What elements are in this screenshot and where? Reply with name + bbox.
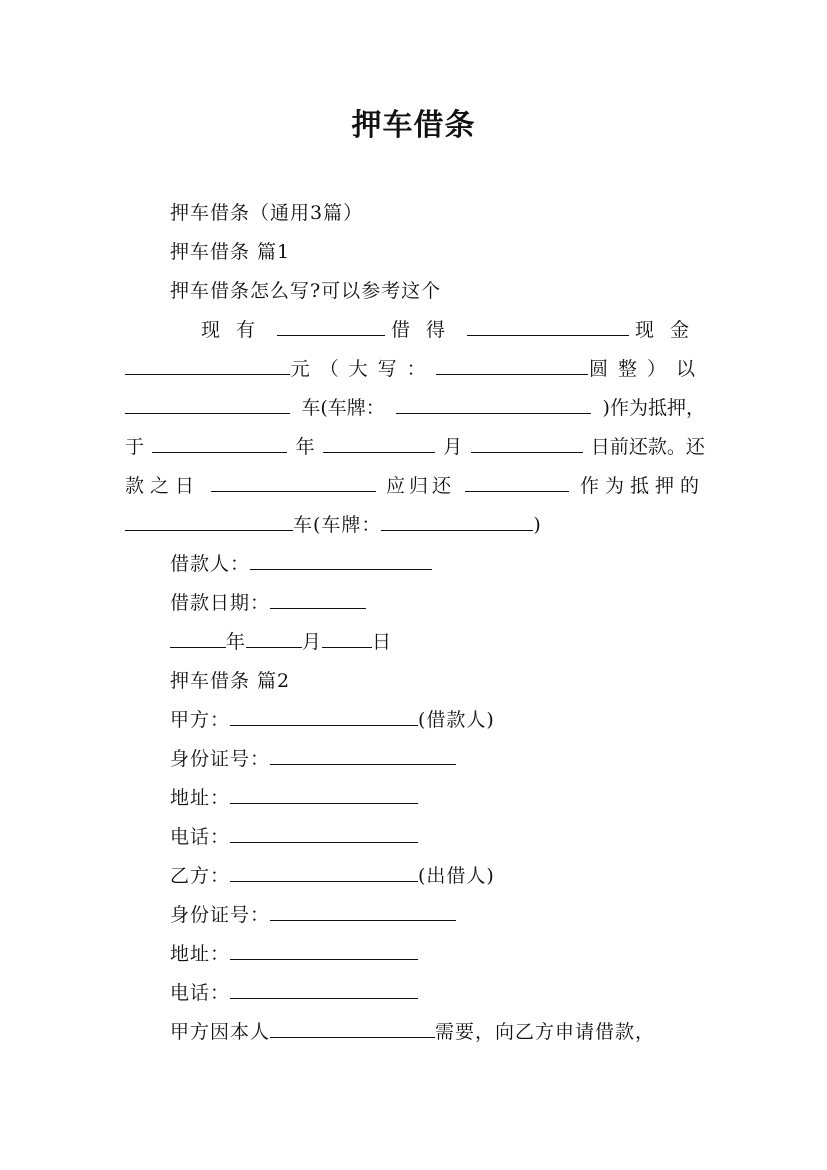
- blank-plate-2: [381, 512, 533, 531]
- text-yingguihuan: 应归还: [385, 475, 455, 497]
- text-xianjin: 现金: [634, 319, 705, 341]
- party-b-address-line: [170, 939, 418, 966]
- blank-month: [323, 434, 435, 453]
- loan-date-label: 借款日期：: [170, 592, 271, 614]
- reason-text-b: 需要，向乙方申请借款，: [435, 1021, 656, 1043]
- text-riqian: 日前还款。还: [590, 436, 705, 458]
- party-b-id-line: [170, 900, 456, 927]
- blank-party-a-address: [230, 785, 418, 804]
- party-a-role: (借款人): [418, 709, 495, 731]
- document-subtitle: 押车借条（通用3篇）: [170, 202, 364, 224]
- paragraph-line-1: [125, 315, 705, 342]
- blank-party-a-id: [270, 746, 456, 765]
- text-close-paren: ): [533, 514, 542, 536]
- ymd-line: [170, 627, 392, 654]
- party-a-address-line: [170, 783, 418, 810]
- paragraph-line-6: [125, 510, 542, 537]
- blank-ymd-year: [170, 629, 226, 648]
- party-a-phone-label: 电话：: [170, 826, 231, 848]
- text-che-chepai-2: 车(车牌：: [293, 514, 382, 536]
- intro-line: 押车借条怎么写?可以参考这个: [170, 280, 442, 302]
- paragraph-line-4: [125, 432, 705, 459]
- paragraph-line-5: [125, 471, 705, 498]
- ymd-nian: 年: [226, 631, 247, 653]
- text-nian: 年: [295, 436, 315, 458]
- blank-owner: [277, 317, 385, 336]
- blank-vehicle-2: [125, 512, 293, 531]
- blank-loan-date: [270, 590, 366, 609]
- blank-party-a: [230, 707, 418, 726]
- ymd-yue: 月: [302, 631, 323, 653]
- blank-year: [152, 434, 287, 453]
- blank-amount: [125, 356, 290, 375]
- party-a-id-label: 身份证号：: [170, 748, 271, 770]
- text-yue: 月: [443, 436, 463, 458]
- party-b-label: 乙方：: [170, 865, 231, 887]
- text-jiede: 借得: [390, 319, 461, 341]
- blank-party-b: [230, 863, 418, 882]
- reason-line: [170, 1017, 655, 1044]
- blank-reason: [270, 1019, 435, 1038]
- party-a-line: [170, 705, 495, 732]
- blank-party-b-id: [270, 902, 456, 921]
- party-b-role: (出借人): [418, 865, 495, 887]
- borrower-line: [170, 549, 432, 576]
- section-heading-1: 押车借条 篇1: [170, 241, 291, 263]
- text-yuan-daxie: 元（大写：: [290, 358, 436, 380]
- reason-text-a: 甲方因本人: [170, 1021, 271, 1043]
- text-kuanzhiri: 款之日: [125, 475, 201, 497]
- party-a-label: 甲方：: [170, 709, 231, 731]
- text-zuowei-diya: )作为抵押，: [602, 397, 705, 419]
- party-b-line: [170, 861, 495, 888]
- blank-party-b-address: [230, 941, 418, 960]
- party-b-phone-line: [170, 978, 418, 1005]
- party-b-id-label: 身份证号：: [170, 904, 271, 926]
- party-a-address-label: 地址：: [170, 787, 231, 809]
- text-yu: 于: [125, 436, 145, 458]
- blank-party-a-phone: [230, 824, 418, 843]
- blank-amount-capital: [436, 356, 588, 375]
- blank-return-item: [465, 473, 569, 492]
- document-title: 押车借条: [351, 108, 476, 143]
- text-yuanzheng: 圆整）以: [588, 358, 705, 380]
- blank-party-b-phone: [230, 980, 418, 999]
- text-xianyou: 现有: [200, 319, 271, 341]
- blank-lender: [467, 317, 629, 336]
- blank-borrower: [250, 551, 432, 570]
- paragraph-line-2: [125, 354, 705, 381]
- borrower-label: 借款人：: [170, 553, 251, 575]
- section-heading-2: 押车借条 篇2: [170, 670, 291, 692]
- party-b-address-label: 地址：: [170, 943, 231, 965]
- blank-plate: [396, 395, 591, 414]
- blank-vehicle: [125, 395, 290, 414]
- text-zuowei-diya-de: 作为抵押的: [579, 475, 705, 497]
- ymd-ri: 日: [372, 631, 393, 653]
- party-a-id-line: [170, 744, 456, 771]
- text-che-chepai: 车(车牌：: [301, 397, 385, 419]
- party-a-phone-line: [170, 822, 418, 849]
- party-b-phone-label: 电话：: [170, 982, 231, 1004]
- paragraph-line-3: [125, 393, 705, 420]
- loan-date-line: [170, 588, 366, 615]
- blank-return-date: [211, 473, 376, 492]
- blank-ymd-month: [246, 629, 302, 648]
- blank-day: [471, 434, 583, 453]
- blank-ymd-day: [322, 629, 372, 648]
